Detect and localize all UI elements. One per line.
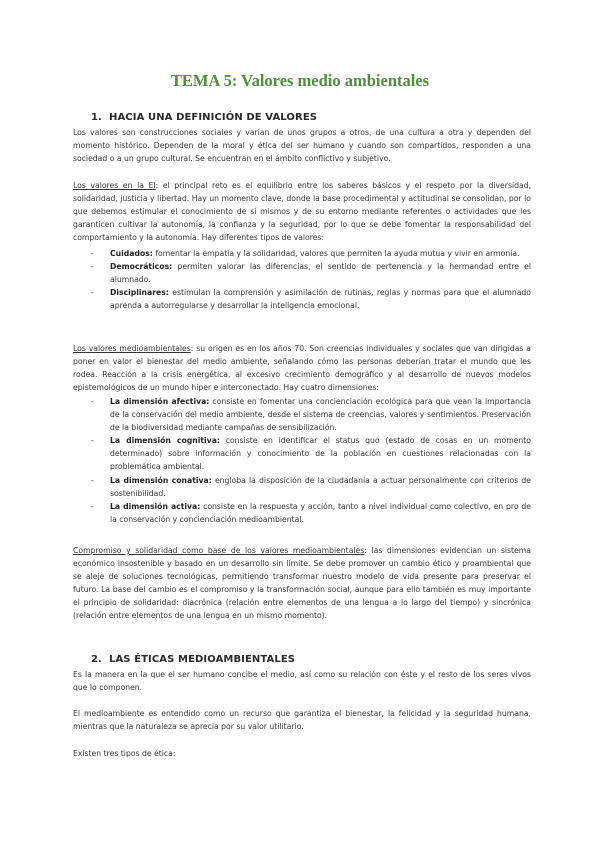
values-in-ei-paragraph: [73, 179, 531, 244]
environmental-values-text: : su origen es en los años 70. Son creencias individuales y sociales que van dirigidas a poner en valor el bienestar del medio ambiente, señalando cómo las personas deberían tratar el mundo que les rodea. Reacción a la crisis energética, al excesivo crecimiento demográfico y al desarrollo de nuevos modelos epistemológicos de un mundo hiper e interconectado. Hay cuatro dimensiones:: [73, 344, 531, 393]
commitment-paragraph: [73, 544, 531, 623]
dimensions-list: [73, 395, 531, 526]
section-2-title: LAS ÉTICAS MEDIOAMBIENTALES: [109, 654, 296, 665]
section-1-heading: [91, 112, 317, 123]
list-item: - Democráticos: permiten valorar las diferencias, el sentido de pertenencia y la hermandad entre el alumnado.: [91, 262, 531, 285]
list-item: - La dimensión activa: consiste en la respuesta y acción, tanto a nivel individual como colectivo, en pro de la conservación y concienciación medioambiental.: [91, 501, 531, 524]
list-item: - La dimensión afectiva: consiste en fomentar una concienciación ecológica para que vean la importancia de la conservación del medio ambiente, desde el sistema de creencias, valores y sentimientos. Preservación de la biodiversidad mediante campañas de sensibilización.: [91, 397, 532, 433]
commitment-lead: Compromiso y solidaridad como base de los valores medioambientales: [73, 546, 365, 555]
list-item: - Disciplinares: estimulan la comprensión y asimilación de rutinas, reglas y normas para que el alumnado aprenda a autorregularse y desarrollar la inteligencia emocional.: [91, 288, 531, 311]
section-1-intro: Los valores son construcciones sociales y varían de unos grupos a otros, de una cultura a otra y dependen del momento histórico. Dependen de la moral y ética del ser humano y cuando son compartidos, responden a una sociedad o a un grupo cultural. Se encuentran en el ámbito conflictivo y subjetivo.: [73, 128, 531, 164]
section-2-number: 2.: [91, 654, 102, 665]
environmental-values-lead: Los valores medioambientales: [73, 344, 191, 353]
list-item: - La dimensión conativa: engloba la disposición de la ciudadanía a actuar personalmente con criterios de sostenibilidad.: [91, 475, 531, 498]
section-2-paragraph-3: Existen tres tipos de ética:: [73, 749, 176, 758]
values-in-ei-list: [73, 247, 531, 312]
section-2-paragraph-2: El medioambiente es entendido como un recurso que garantiza el bienestar, la felicidad y la seguridad humana, mientras que la naturaleza se aprecia por su valor utilitario.: [73, 709, 531, 732]
values-in-ei-lead: Los valores en la EI: [73, 181, 156, 190]
environmental-values-paragraph: [73, 342, 531, 394]
list-item: - Cuidados: fomentar la empatía y la solidaridad, valores que permiten la ayuda mutua y vivir en armonía.: [91, 249, 520, 258]
page-title: TEMA 5: Valores medio ambientales: [170, 71, 430, 90]
section-1-number: 1.: [91, 112, 102, 123]
section-1-title: HACIA UNA DEFINICIÓN DE VALORES: [109, 112, 318, 123]
list-item: - La dimensión cognitiva: consiste en identificar el status quo (estado de cosas en un momento determinado) sobre información y conocimiento de la población en cuestiones relacionadas con la problemática ambiental.: [91, 436, 531, 472]
section-2-paragraph-1: Es la manera en la que el ser humano concibe el medio, así como su relación con éste y el resto de los seres vivos que lo componen.: [73, 670, 531, 693]
commitment-text: : las dimensiones evidencian un sistema económico insostenible y basado en un desarrollo sin límite. Se debe promover un cambio ético y proambiental que se aleje de soluciones tecnológicas, permitiendo transformar nuestro modelo de vida presente para preservar el futuro. La base del cambio es el compromiso y la transformación social, aunque para ello también es muy importante el principio de solidaridad: diacrónica (relación entre elementos de una lengua a lo largo del tiempo) y sincrónica (relación entre elementos de una lengua en un mismo momento).: [73, 546, 531, 621]
section-2-heading: [91, 654, 295, 665]
values-in-ei-text: : el principal reto es el equilibrio entre los saberes básicos y el respeto por la diversidad, solidaridad, justicia y libertad. Hay un momento clave, donde la base procedimental y actitudinal se consolidan, por lo que debemos estimular el conocimiento de sí mismos y de su entorno mediante referentes o actividades que les garanticen cultivar la autonomía, la confianza y la seguridad, por lo que se debe fomentar la responsabilidad del comportamiento y la autonomía. Hay diferentes tipos de valores:: [73, 181, 532, 243]
